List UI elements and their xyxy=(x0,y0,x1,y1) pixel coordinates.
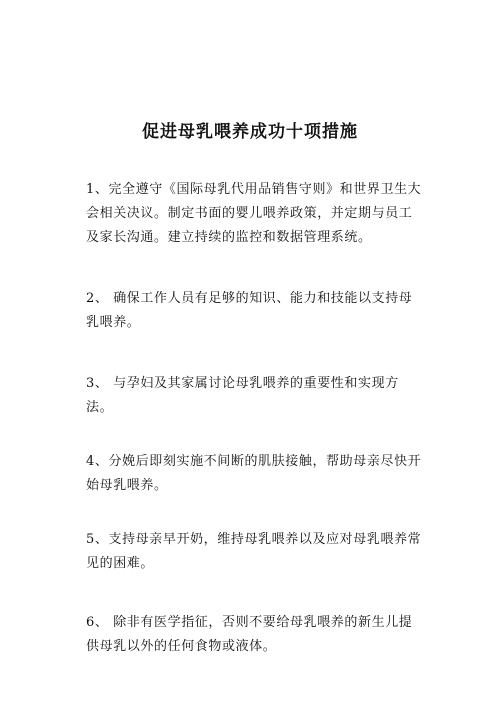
measure-item-2: 2、 确保工作人员有足够的知识、能力和技能以支持母乳喂养。 xyxy=(86,291,413,330)
measure-item-3: 3、 与孕妇及其家属讨论母乳喂养的重要性和实现方法。 xyxy=(86,376,399,415)
measure-list xyxy=(86,178,424,692)
page-title: 促进母乳喂养成功十项措施 xyxy=(142,122,358,142)
measure-item-5: 5、支持母亲早开奶，维持母乳喂养以及应对母乳喂养常见的困难。 xyxy=(86,532,422,571)
measure-item-6: 6、 除非有医学指征，否则不要给母乳喂养的新生儿提供母乳以外的任何食物或液体。 xyxy=(86,615,413,654)
measure-item-4: 4、分娩后即刻实施不间断的肌肤接触，帮助母亲尽快开始母乳喂养。 xyxy=(86,454,422,493)
measure-item-1: 1、完全遵守《国际母乳代用品销售守则》和世界卫生大会相关决议。制定书面的婴儿喂养政策，并定期与员工及家长沟通。建立持续的监控和数据管理系统。 xyxy=(86,182,422,245)
